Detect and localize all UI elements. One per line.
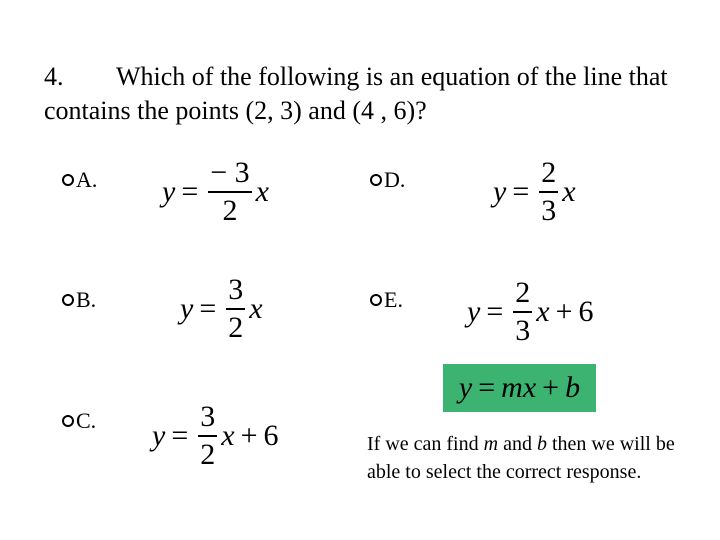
eq-fraction [226,275,245,343]
option-d-equation [493,158,576,226]
fraction-denominator: 3 [541,194,557,227]
option-a-equation [162,158,269,226]
eq-constant: 6 [578,295,594,328]
option-c-equation [152,402,279,470]
eq-sign: = [171,419,189,452]
fraction-denominator: 2 [200,438,216,471]
slope-intercept-formula [443,364,596,412]
option-c-label: C. [76,408,97,433]
radio-bullet-icon[interactable] [62,294,74,306]
option-e-label: E. [384,287,403,312]
eq-fraction [539,158,558,226]
fraction-denominator: 3 [515,314,531,347]
note-m: m [483,433,499,455]
option-c[interactable] [62,408,96,434]
eq-variable: x [562,175,576,208]
formula-eq: = [478,371,496,404]
option-b-equation [180,275,263,343]
radio-bullet-icon[interactable] [370,174,382,186]
formula-plus: + [542,371,560,404]
fraction-numerator: 2 [515,276,531,309]
fraction-denominator: 2 [222,194,238,227]
note-text: and [498,433,537,455]
option-e[interactable] [370,287,403,313]
note-text: then we will be able to select the correct response. [367,433,675,483]
option-d-label: D. [384,167,406,192]
eq-sign: = [181,175,199,208]
eq-sign: = [199,292,217,325]
fraction-numerator: − 3 [210,156,250,189]
fraction-numerator: 3 [200,400,216,433]
eq-constant: 6 [263,419,279,452]
radio-bullet-icon[interactable] [62,174,74,186]
radio-bullet-icon[interactable] [370,294,382,306]
fraction-numerator: 3 [228,273,244,306]
question-text [44,60,704,128]
eq-lhs: y [180,292,194,325]
eq-lhs: y [152,419,166,452]
formula-b: b [565,371,581,404]
eq-variable: x [221,419,235,452]
eq-lhs: y [493,175,507,208]
option-b[interactable] [62,287,96,313]
formula-mx: mx [501,371,537,404]
eq-fraction [198,402,217,470]
eq-lhs: y [467,295,481,328]
eq-variable: x [536,295,550,328]
eq-variable: x [249,292,263,325]
option-a-label: A. [76,167,98,192]
eq-variable: x [255,175,269,208]
option-a[interactable] [62,167,97,193]
eq-plus: + [555,295,573,328]
note-b: b [536,433,547,455]
note-text: If we can find [367,433,484,455]
option-b-label: B. [76,287,97,312]
eq-sign: = [512,175,530,208]
fraction-numerator: 2 [541,156,557,189]
eq-plus: + [240,419,258,452]
option-e-equation [467,278,594,346]
radio-bullet-icon[interactable] [62,415,74,427]
hint-note [367,430,697,486]
eq-fraction [513,278,532,346]
question-body: Which of the following is an equation of the line that contains the points (2, 3) and (4 , 6)? [44,62,668,125]
fraction-denominator: 2 [228,311,244,344]
question-number: 4. [44,62,64,91]
option-d[interactable] [370,167,405,193]
eq-sign: = [486,295,504,328]
eq-fraction [208,158,251,226]
formula-y: y [458,371,473,404]
eq-lhs: y [162,175,176,208]
